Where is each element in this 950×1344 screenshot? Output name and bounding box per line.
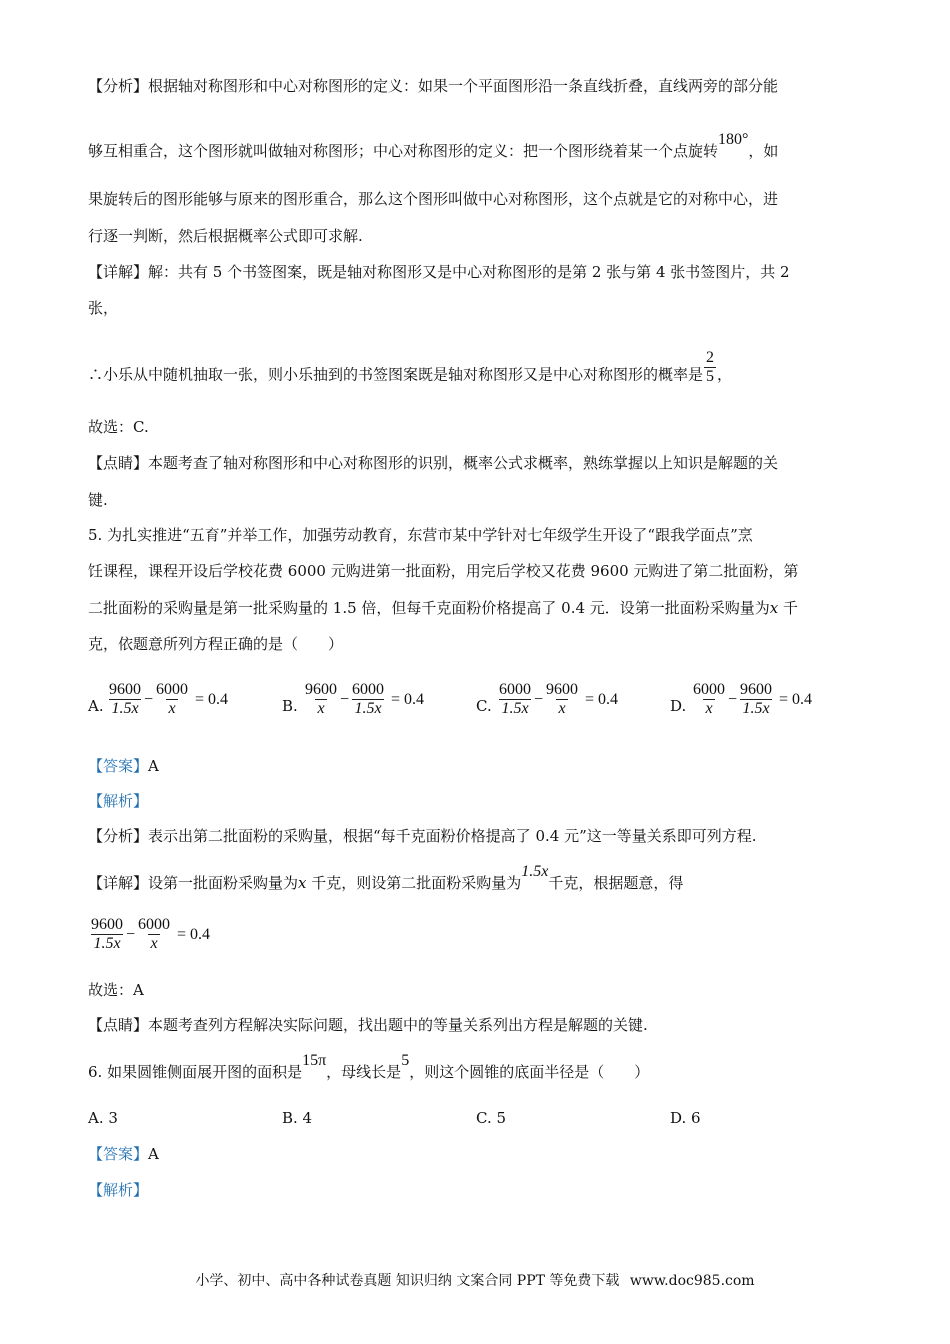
analysis-line-2: 够互相重合，这个图形就叫做轴对称图形；中心对称图形的定义：把一个图形绕着某一个点旋转180°，如	[88, 131, 779, 160]
angle-180: 180°	[718, 131, 749, 148]
analysis-line-4: 行逐一判断，然后根据概率公式即可求解.	[88, 227, 363, 245]
footer-text: 小学、初中、高中各种试卷真题 知识归纳 文案合同 PPT 等免费下载	[195, 1273, 620, 1289]
therefore-line: ∴小乐从中随机抽取一张，则小乐抽到的书签图案既是轴对称图形又是中心对称图形的概率是 $\frac{2}{5}$ ，	[88, 349, 733, 385]
option-d-expression: $\frac{6000}{x}$ − $\frac{9600}{1.5x}$ = 0.4	[693, 681, 813, 717]
analysis-line-3: 果旋转后的图形能够与原来的图形重合，那么这个图形叫做中心对称图形，这个点就是它的对称中心，进	[88, 190, 779, 208]
explain-tag: 【解析】	[88, 792, 149, 810]
footer-url[interactable]: www.doc985.com	[629, 1273, 755, 1289]
q6-explain-line: 【解析】	[88, 1181, 149, 1199]
detail-line-2: 张，	[88, 299, 119, 317]
q5-equation: $\frac{9600}{1.5x}$ − $\frac{6000}{x}$ = 0.4	[91, 916, 211, 952]
q6-option-a[interactable]: A. 3	[88, 1109, 118, 1127]
detail-line-1: 【详解】解：共有 5 个书签图案，既是轴对称图形又是中心对称图形的是第 2 张与第 4 张书签图片，共 2	[88, 263, 790, 281]
q6-option-c[interactable]: C. 5	[476, 1109, 507, 1127]
comment-line-2: 键.	[88, 491, 108, 509]
comment-tag: 【点睛】	[88, 454, 149, 472]
option-c-expression: $\frac{6000}{1.5x}$ − $\frac{9600}{x}$ = 0.4	[499, 681, 619, 717]
q5-analysis-line: 【分析】表示出第二批面粉的采购量，根据“每千克面粉价格提高了 0.4 元”这一等量关系即可列方程.	[88, 827, 757, 845]
detail-tag: 【详解】	[88, 263, 149, 281]
choose-line: 故选：C.	[88, 418, 149, 436]
q5-answer-line: 【答案】A	[88, 757, 159, 775]
comment-line-1: 【点睛】本题考查了轴对称图形和中心对称图形的识别，概率公式求概率，熟练掌握以上知识是解题的关	[88, 454, 779, 472]
q5-stem-line-4: 克，依题意所列方程正确的是（ ）	[88, 635, 344, 653]
answer-tag: 【答案】	[88, 757, 149, 775]
q5-detail-line: 【详解】设第一批面粉采购量为x 千克，则设第二批面粉采购量为1.5x千克，根据题意，得	[88, 863, 684, 892]
option-b-expression: $\frac{9600}{x}$ − $\frac{6000}{1.5x}$ = 0.4	[305, 681, 425, 717]
page-footer	[0, 1270, 950, 1290]
probability-fraction: $\frac{2}{5}$	[706, 349, 715, 385]
q5-comment-line: 【点睛】本题考查列方程解决实际问题，找出题中的等量关系列出方程是解题的关键.	[88, 1016, 648, 1034]
option-a-expression: $\frac{9600}{1.5x}$ − $\frac{6000}{x}$ = 0.4	[109, 681, 229, 717]
q6-option-b[interactable]: B. 4	[282, 1109, 313, 1127]
q5-stem-line-2: 饪课程，课程开设后学校花费 6000 元购进第一批面粉，用完后学校又花费 9600 元购进了第二批面粉，第	[88, 562, 799, 580]
q6-answer-line: 【答案】A	[88, 1145, 159, 1163]
q5-stem-line-3: 二批面粉的采购量是第一批采购量的 1.5 倍，但每千克面粉价格提高了 0.4 元．设第一批面粉采购量为x 千	[88, 599, 799, 617]
analysis-tag: 【分析】	[88, 77, 149, 95]
analysis-line-1: 【分析】根据轴对称图形和中心对称图形的定义：如果一个平面图形沿一条直线折叠，直线两旁的部分能	[88, 77, 779, 95]
area-15pi: 15π	[302, 1052, 327, 1069]
q6-option-d[interactable]: D. 6	[670, 1109, 701, 1127]
q5-choose-line: 故选：A	[88, 981, 144, 999]
q6-stem: 6. 如果圆锥侧面展开图的面积是15π，母线长是5，则这个圆锥的底面半径是（ ）	[88, 1052, 650, 1081]
slant-length: 5	[401, 1052, 410, 1069]
q5-stem-line-1: 5. 为扎实推进“五育”并举工作，加强劳动教育，东营市某中学针对七年级学生开设了“跟我学面点”烹	[88, 526, 753, 544]
q5-explain-line	[88, 791, 148, 811]
